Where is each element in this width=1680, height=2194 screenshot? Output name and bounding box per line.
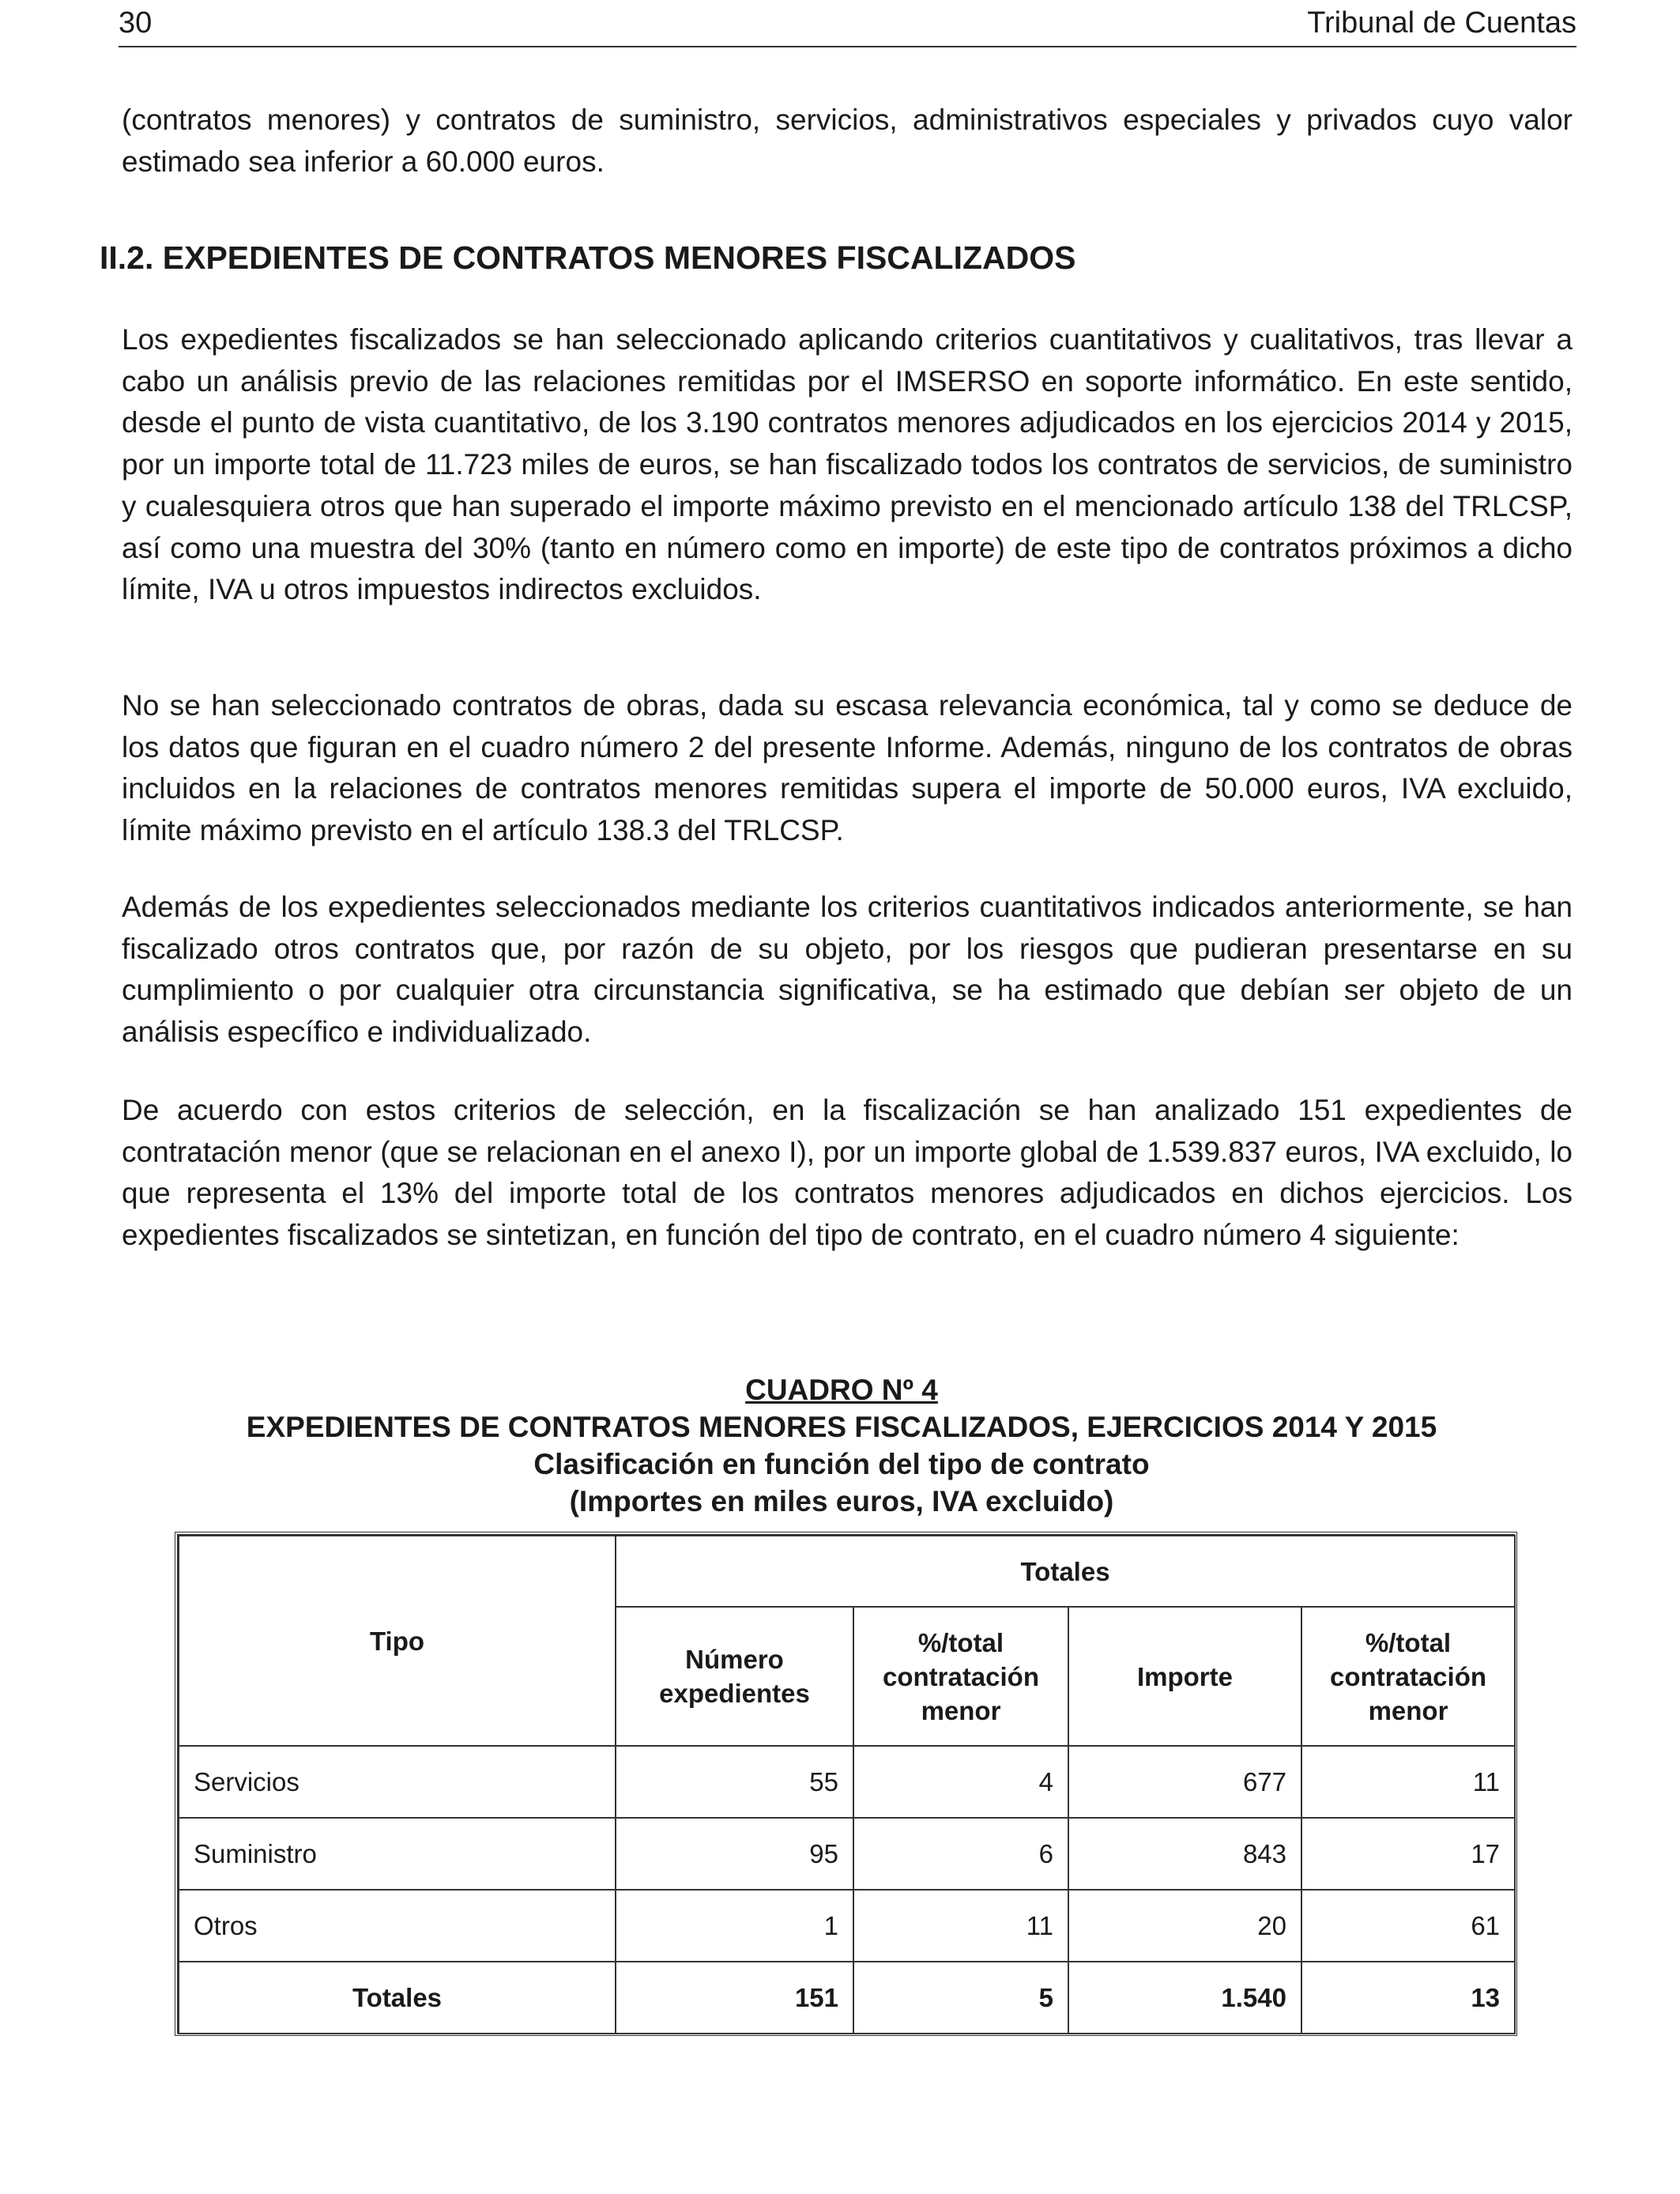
cell-pct-numero: 11	[853, 1890, 1068, 1962]
cell-pct-importe-total: 13	[1301, 1962, 1515, 2034]
cell-tipo: Servicios	[179, 1746, 616, 1818]
body-paragraph-4: De acuerdo con estos criterios de selección, en la fiscalización se han analizado 151 expedientes de contratación menor (que se relacionan en el anexo I), por un importe global de 1.539.837 euros, IVA excluido, lo que representa el 13% del importe total de los contratos menores adjudicados en dichos ejercicios. Los expedientes fiscalizados se sintetizan, en función del tipo de contrato, en el cuadro número 4 siguiente:	[122, 1094, 1573, 1252]
body-paragraph-2: No se han seleccionado contratos de obras, dada su escasa relevancia económica, tal y como se deduce de los datos que figuran en el cuadro número 2 del presente Informe. Además, ninguno de los contratos de obras incluidos en la relaciones de contratos menores remitidas supera el importe de 50.000 euros, IVA excluido, límite máximo previsto en el artículo 138.3 del TRLCSP.	[122, 689, 1573, 847]
cell-numero-total: 151	[616, 1962, 853, 2034]
table-row	[179, 1818, 1515, 1890]
data-table	[178, 1535, 1516, 2034]
cell-pct-importe: 17	[1301, 1818, 1515, 1890]
table-label: CUADRO Nº 4	[745, 1374, 938, 1406]
cell-importe: 677	[1068, 1746, 1301, 1818]
cell-pct-importe: 61	[1301, 1890, 1515, 1962]
cell-pct-numero: 6	[853, 1818, 1068, 1890]
page-number: 30	[119, 6, 153, 40]
table-header-row-1	[179, 1536, 1515, 1607]
cell-numero: 1	[616, 1890, 853, 1962]
page-header	[119, 5, 1576, 47]
section-heading: II.2. EXPEDIENTES DE CONTRATOS MENORES FISCALIZADOS	[100, 239, 1076, 276]
cell-tipo: Otros	[179, 1890, 616, 1962]
cell-importe-total: 1.540	[1068, 1962, 1301, 2034]
cell-pct-importe: 11	[1301, 1746, 1515, 1818]
header-title: Tribunal de Cuentas	[1307, 6, 1576, 40]
header-pct-numero: %/total contratación menor	[853, 1607, 1068, 1746]
cell-importe: 20	[1068, 1890, 1301, 1962]
intro-paragraph: (contratos menores) y contratos de suministro, servicios, administrativos especiales y privados cuyo valor estimado sea inferior a 60.000 euros.	[122, 104, 1573, 178]
table-row	[179, 1890, 1515, 1962]
header-totales: Totales	[616, 1536, 1515, 1607]
cell-pct-numero: 4	[853, 1746, 1068, 1818]
body-paragraph-3: Además de los expedientes seleccionados mediante los criterios cuantitativos indicados anteriormente, se han fiscalizado otros contratos que, por razón de su objeto, por los riesgos que pudieran presentarse en su cumplimiento o por cualquier otra circunstancia significativa, se ha estimado que debían ser objeto de un análisis específico e individualizado.	[122, 891, 1573, 1049]
table-title: EXPEDIENTES DE CONTRATOS MENORES FISCALIZADOS, EJERCICIOS 2014 Y 2015	[246, 1411, 1437, 1443]
table-caption	[166, 1371, 1517, 1520]
cell-tipo-total: Totales	[179, 1962, 616, 2034]
table-total-row	[179, 1962, 1515, 2034]
cell-tipo: Suministro	[179, 1818, 616, 1890]
header-importe: Importe	[1068, 1607, 1301, 1746]
table-row	[179, 1746, 1515, 1818]
body-paragraph-1: Los expedientes fiscalizados se han seleccionado aplicando criterios cuantitativos y cualitativos, tras llevar a cabo un análisis previo de las relaciones remitidas por el IMSERSO en soporte informático. En este sentido, desde el punto de vista cuantitativo, de los 3.190 contratos menores adjudicados en los ejercicios 2014 y 2015, por un importe total de 11.723 miles de euros, se han fiscalizado todos los contratos de servicios, de suministro y cualesquiera otros que han superado el importe máximo previsto en el mencionado artículo 138 del TRLCSP, así como una muestra del 30% (tanto en número como en importe) de este tipo de contratos próximos a dicho límite, IVA u otros impuestos indirectos excluidos.	[122, 323, 1573, 606]
intro-block	[122, 100, 1573, 183]
data-table-frame	[175, 1532, 1517, 2036]
table-units: (Importes en miles euros, IVA excluido)	[569, 1485, 1114, 1517]
cell-importe: 843	[1068, 1818, 1301, 1890]
cell-pct-numero-total: 5	[853, 1962, 1068, 2034]
cell-numero: 95	[616, 1818, 853, 1890]
header-numero-expedientes: Número expedientes	[616, 1607, 853, 1746]
header-pct-importe: %/total contratación menor	[1301, 1607, 1515, 1746]
table-subtitle: Clasificación en función del tipo de contrato	[533, 1448, 1150, 1480]
cell-numero: 55	[616, 1746, 853, 1818]
header-tipo: Tipo	[179, 1536, 616, 1746]
